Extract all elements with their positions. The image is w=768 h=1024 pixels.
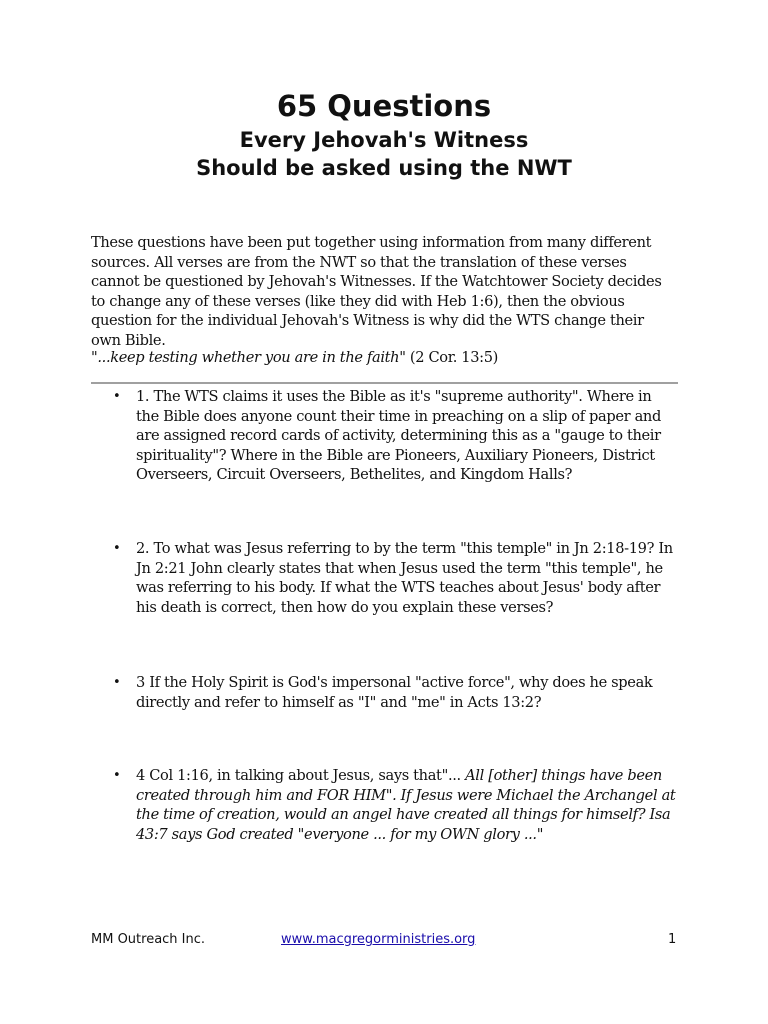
question-item-4 xyxy=(136,766,676,844)
document-subtitle-line-2: Should be asked using the NWT xyxy=(196,156,572,180)
bullet-icon: • xyxy=(113,389,121,404)
scripture-quote-text: "...keep testing whether you are in the faith" xyxy=(91,349,406,366)
question-4-plain-text: 4 Col 1:16, in talking about Jesus, says that"... xyxy=(136,767,466,784)
document-title-block xyxy=(0,86,768,182)
scripture-quote xyxy=(91,348,676,368)
horizontal-rule xyxy=(91,382,678,384)
intro-paragraph: These questions have been put together using information from many different sources. All verses are from the NWT so that the translation of these verses cannot be questioned by Jehovah's Witnesses. If the Watchtower Society decides to change any of these verses (like they did with Heb 1:6), then the obvious question for the individual Jehovah's Witness is why did the WTS change their own Bible. xyxy=(91,234,662,349)
page-number: 1 xyxy=(668,932,677,947)
document-subtitle-line-1: Every Jehovah's Witness xyxy=(239,128,529,152)
bullet-icon: • xyxy=(113,675,121,690)
document-title: 65 Questions xyxy=(276,89,492,123)
question-item-3: 3 If the Holy Spirit is God's impersonal "active force", why does he speak directly and refer to himself as "I" and "me" in Acts 13:2? xyxy=(136,674,653,711)
bullet-icon: • xyxy=(113,541,121,556)
scripture-quote-reference: (2 Cor. 13:5) xyxy=(405,349,499,366)
footer-website-link[interactable]: www.macgregorministries.org xyxy=(281,932,476,947)
question-4-italic-text: All [other] things have been created through him and FOR HIM". If Jesus were Michael the Archangel at the time of creation, would an angel have created all things for himself? Isa 43:7 says God created "everyone ... for my OWN glory ..." xyxy=(136,767,676,843)
question-item-2: 2. To what was Jesus referring to by the term "this temple" in Jn 2:18-19? In Jn 2:21 John clearly states that when Jesus used the term "this temple", he was referring to his body. If what the WTS teaches about Jesus' body after his death is correct, then how do you explain these verses? xyxy=(136,540,673,616)
bullet-icon: • xyxy=(113,768,121,783)
footer-organization: MM Outreach Inc. xyxy=(91,932,206,947)
question-item-1: 1. The WTS claims it uses the Bible as it's "supreme authority". Where in the Bible does anyone count their time in preaching on a slip of paper and are assigned record cards of activity, determining this as a "gauge to their spirituality"? Where in the Bible are Pioneers, Auxiliary Pioneers, District Overseers, Circuit Overseers, Bethelites, and Kingdom Halls? xyxy=(136,388,661,483)
